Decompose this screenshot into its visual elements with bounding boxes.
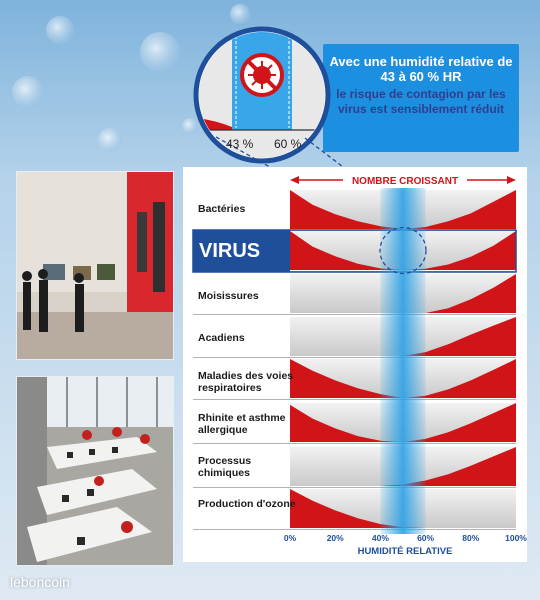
row-label-bacteries: Bactéries	[198, 203, 246, 215]
no-virus-sign-icon	[242, 55, 282, 95]
callout-headline: Avec une humidité relative de 43 à 60 % HR	[329, 54, 513, 84]
row-label-processus: Processus chimiques	[198, 455, 252, 479]
zoom-tick-60: 60 %	[274, 137, 302, 151]
callout-text	[323, 44, 519, 152]
watermark: leboncoin	[10, 574, 70, 590]
optimal-zone	[380, 185, 425, 534]
row-label-rhinite: Rhinite et asthme allergique	[198, 412, 286, 436]
left-arrow-icon	[290, 176, 299, 184]
row-label-virus: VIRUS	[193, 230, 290, 272]
banner-text: NOMBRE CROISSANT	[351, 176, 459, 187]
row-label-ozone: Production d'ozone	[198, 498, 296, 510]
gallery-photo	[16, 171, 174, 360]
x-tick-label: 100%	[505, 533, 527, 543]
x-tick-label: 40%	[371, 533, 389, 543]
zoom-tick-43: 43 %	[226, 137, 254, 151]
x-tick-label: 20%	[326, 533, 344, 543]
row-label-acadiens: Acadiens	[198, 332, 245, 344]
row-label-moisissures: Moisissures	[198, 290, 259, 302]
row-label-maladies: Maladies des voies respiratoires	[198, 370, 294, 394]
callout-subline: le risque de contagion par les virus est sensiblement réduit	[336, 87, 506, 116]
humidity-chart	[183, 167, 527, 562]
x-tick-label: 0%	[283, 533, 297, 543]
x-axis-label: HUMIDITÉ RELATIVE	[357, 546, 453, 557]
x-tick-label: 80%	[462, 533, 480, 543]
office-photo	[16, 376, 174, 566]
right-arrow-icon	[507, 176, 516, 184]
x-tick-label: 60%	[417, 533, 435, 543]
